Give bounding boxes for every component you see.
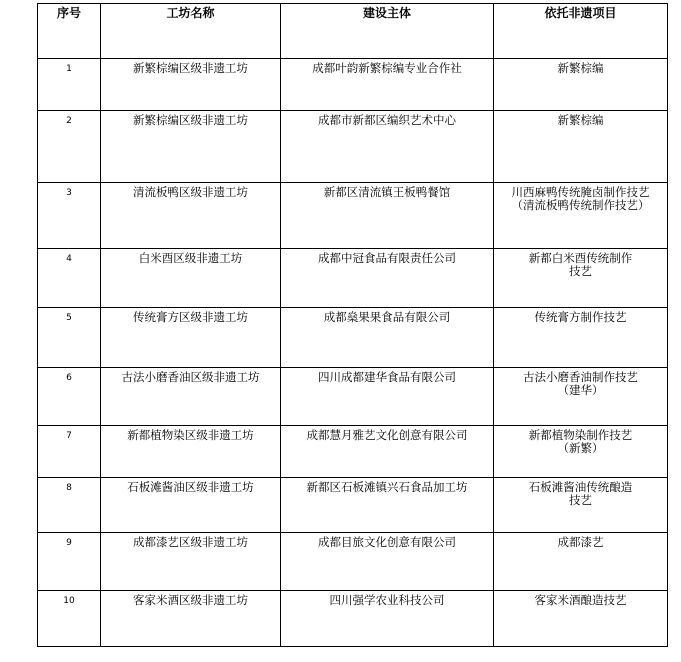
project-line-2: （建华） xyxy=(557,383,604,397)
cell-heritage-project xyxy=(494,111,668,183)
cell-workshop-name: 新繁棕编区级非遗工坊 xyxy=(101,111,281,183)
cell-builder: 新都区清流镇王板鸭餐馆 xyxy=(281,183,494,249)
cell-seq: 10 xyxy=(38,591,101,647)
cell-seq: 5 xyxy=(38,308,101,368)
cell-builder: 成都市新都区编织艺术中心 xyxy=(281,111,494,183)
cell-heritage-project xyxy=(494,59,668,111)
table-row xyxy=(38,183,668,249)
table-row xyxy=(38,111,668,183)
header-heritage-project: 依托非遗项目 xyxy=(494,4,668,59)
cell-workshop-name: 传统膏方区级非遗工坊 xyxy=(101,308,281,368)
project-line-1: 客家米酒酿造技艺 xyxy=(534,593,627,607)
cell-workshop-name: 清流板鸭区级非遗工坊 xyxy=(101,183,281,249)
cell-seq: 3 xyxy=(38,183,101,249)
cell-heritage-project xyxy=(494,591,668,647)
project-line-1: 新繁棕编 xyxy=(557,113,604,127)
header-seq: 序号 xyxy=(38,4,101,59)
cell-workshop-name: 石板滩酱油区级非遗工坊 xyxy=(101,478,281,533)
cell-heritage-project xyxy=(494,368,668,426)
table-row xyxy=(38,478,668,533)
cell-workshop-name: 新都植物染区级非遗工坊 xyxy=(101,426,281,478)
project-line-2: （新繁） xyxy=(557,441,604,455)
table-row xyxy=(38,591,668,647)
table-row xyxy=(38,249,668,308)
project-line-1: 成都漆艺 xyxy=(557,535,604,549)
project-line-1: 传统膏方制作技艺 xyxy=(534,310,627,324)
cell-heritage-project xyxy=(494,183,668,249)
table-body xyxy=(38,59,668,647)
cell-seq: 7 xyxy=(38,426,101,478)
cell-builder: 成都燊果果食品有限公司 xyxy=(281,308,494,368)
project-line-2: 技艺 xyxy=(569,264,592,278)
cell-seq: 9 xyxy=(38,533,101,591)
header-builder: 建设主体 xyxy=(281,4,494,59)
header-workshop-name: 工坊名称 xyxy=(101,4,281,59)
table-row xyxy=(38,59,668,111)
cell-heritage-project xyxy=(494,478,668,533)
cell-builder: 成都叶韵新繁棕编专业合作社 xyxy=(281,59,494,111)
table-row xyxy=(38,368,668,426)
cell-workshop-name: 白米酉区级非遗工坊 xyxy=(101,249,281,308)
cell-workshop-name: 成都漆艺区级非遗工坊 xyxy=(101,533,281,591)
project-line-2: （清流板鸭传统制作技艺） xyxy=(511,198,650,212)
cell-seq: 4 xyxy=(38,249,101,308)
project-line-1: 新都植物染制作技艺 xyxy=(528,428,633,442)
cell-builder: 四川强学农业科技公司 xyxy=(281,591,494,647)
cell-seq: 8 xyxy=(38,478,101,533)
cell-builder: 四川成都建华食品有限公司 xyxy=(281,368,494,426)
cell-seq: 2 xyxy=(38,111,101,183)
cell-builder: 成都慧月雅艺文化创意有限公司 xyxy=(281,426,494,478)
table-row xyxy=(38,426,668,478)
cell-seq: 6 xyxy=(38,368,101,426)
cell-builder: 成都目旅文化创意有限公司 xyxy=(281,533,494,591)
project-line-1: 石板滩酱油传统酿造 xyxy=(528,480,633,494)
heritage-workshop-table xyxy=(37,3,668,647)
project-line-1: 新繁棕编 xyxy=(557,61,604,75)
project-line-1: 古法小磨香油制作技艺 xyxy=(523,370,638,384)
table-row xyxy=(38,308,668,368)
cell-workshop-name: 客家米酒区级非遗工坊 xyxy=(101,591,281,647)
table-row xyxy=(38,533,668,591)
cell-heritage-project xyxy=(494,249,668,308)
project-line-1: 新都白米酉传统制作 xyxy=(528,251,633,265)
project-line-2: 技艺 xyxy=(569,493,592,507)
header-row xyxy=(38,4,668,59)
cell-workshop-name: 新繁棕编区级非遗工坊 xyxy=(101,59,281,111)
cell-heritage-project xyxy=(494,308,668,368)
cell-workshop-name: 古法小磨香油区级非遗工坊 xyxy=(101,368,281,426)
cell-builder: 成都中冠食品有限责任公司 xyxy=(281,249,494,308)
cell-heritage-project xyxy=(494,426,668,478)
cell-builder: 新都区石板滩镇兴石食品加工坊 xyxy=(281,478,494,533)
cell-seq: 1 xyxy=(38,59,101,111)
cell-heritage-project xyxy=(494,533,668,591)
table-header xyxy=(38,4,668,59)
project-line-1: 川西麻鸭传统腌卤制作技艺 xyxy=(511,185,650,199)
